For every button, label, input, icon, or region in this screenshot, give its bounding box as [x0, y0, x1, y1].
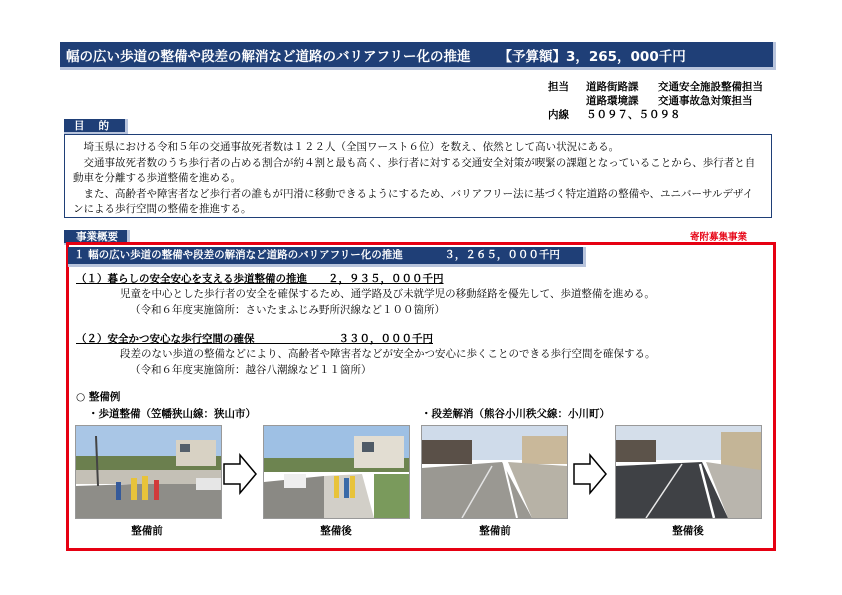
- item-description: 児童を中心とした歩行者の安全を確保するため、通学路及び未就学児の移動経路を優先して、歩道整備を進める。: [120, 288, 655, 300]
- examples-title: ○ 整備例: [76, 391, 121, 403]
- caption-after: 整備後: [672, 525, 704, 537]
- extension-numbers: ５０９７、５０９８: [586, 109, 681, 121]
- contact-dept: 道路環境課: [586, 95, 639, 107]
- item-heading: （１）暮らしの安全安心を支える歩道整備の推進 ２，９３５，０００千円: [76, 273, 444, 285]
- contact-row: [548, 94, 763, 108]
- purpose-paragraph: 交通事故死者数のうち歩行者の占める割合が約４割と最も高く、歩行者に対する交通安全対策が喫緊の課題となっていることから、歩行者と自動車を分離する歩道整備を進める。: [73, 156, 756, 184]
- contact-label: 内線: [548, 109, 569, 121]
- contact-dept: 道路街路課: [586, 81, 639, 93]
- caption-before: 整備前: [479, 525, 511, 537]
- purpose-paragraph: また、高齢者や障害者など歩行者の誰もが円滑に移動できるようにするため、バリアフリー法に基づく特定道路の整備や、ユニバーサルデザインによる歩行空間の整備を推進する。: [73, 187, 754, 215]
- step-before-photo: [421, 425, 568, 519]
- purpose-tag: 目的: [64, 119, 128, 134]
- sidewalk-after-photo: [263, 425, 410, 519]
- step-after-photo: [615, 425, 762, 519]
- caption-after: 整備後: [320, 525, 352, 537]
- overview-heading-text: １ 幅の広い歩道の整備や段差の解消など道路のバリアフリー化の推進: [74, 249, 403, 261]
- example-label: ・段差解消（熊谷小川秩父線：小川町）: [421, 408, 610, 420]
- item-locations: （令和６年度実施箇所：越谷八潮線など１１箇所）: [130, 364, 372, 376]
- arrow-right-icon: [572, 453, 608, 495]
- contact-label: [548, 94, 586, 108]
- example-label: ・歩道整備（笠幡狭山線：狭山市）: [88, 408, 256, 420]
- overview-tag: 事業概要: [64, 230, 130, 245]
- budget-amount: 【予算額】3，265，000千円: [498, 48, 686, 65]
- overview-heading: [68, 247, 586, 267]
- caption-before: 整備前: [131, 525, 163, 537]
- contact-row: [548, 80, 763, 94]
- arrow-right-icon: [222, 453, 258, 495]
- contact-label: 担当: [548, 81, 569, 93]
- contact-unit: 交通事故急対策担当: [658, 95, 753, 107]
- item-description: 段差のない歩道の整備などにより、高齢者や障害者などが安全かつ安心に歩くことのできる歩行空間を確保する。: [120, 348, 656, 360]
- contact-row: [548, 108, 763, 122]
- donation-label: 寄附募集事業: [690, 232, 748, 243]
- overview-heading-amount: ３，２６５，０００千円: [444, 249, 560, 261]
- purpose-paragraph: 埼玉県における令和５年の交通事故死者数は１２２人（全国ワースト６位）を数え、依然として高い状況にある。: [83, 141, 620, 153]
- purpose-box: [64, 134, 772, 218]
- title-text: 幅の広い歩道の整備や段差の解消など道路のバリアフリー化の推進: [66, 48, 471, 65]
- contact-info: [548, 80, 763, 122]
- sidewalk-before-photo: [75, 425, 222, 519]
- page-title: [60, 42, 776, 70]
- item-locations: （令和６年度実施箇所：さいたまふじみ野所沢線など１００箇所）: [130, 304, 445, 316]
- contact-unit: 交通安全施設整備担当: [658, 81, 763, 93]
- item-heading: （２）安全かつ安心な歩行空間の確保 ３３０，０００千円: [76, 333, 433, 345]
